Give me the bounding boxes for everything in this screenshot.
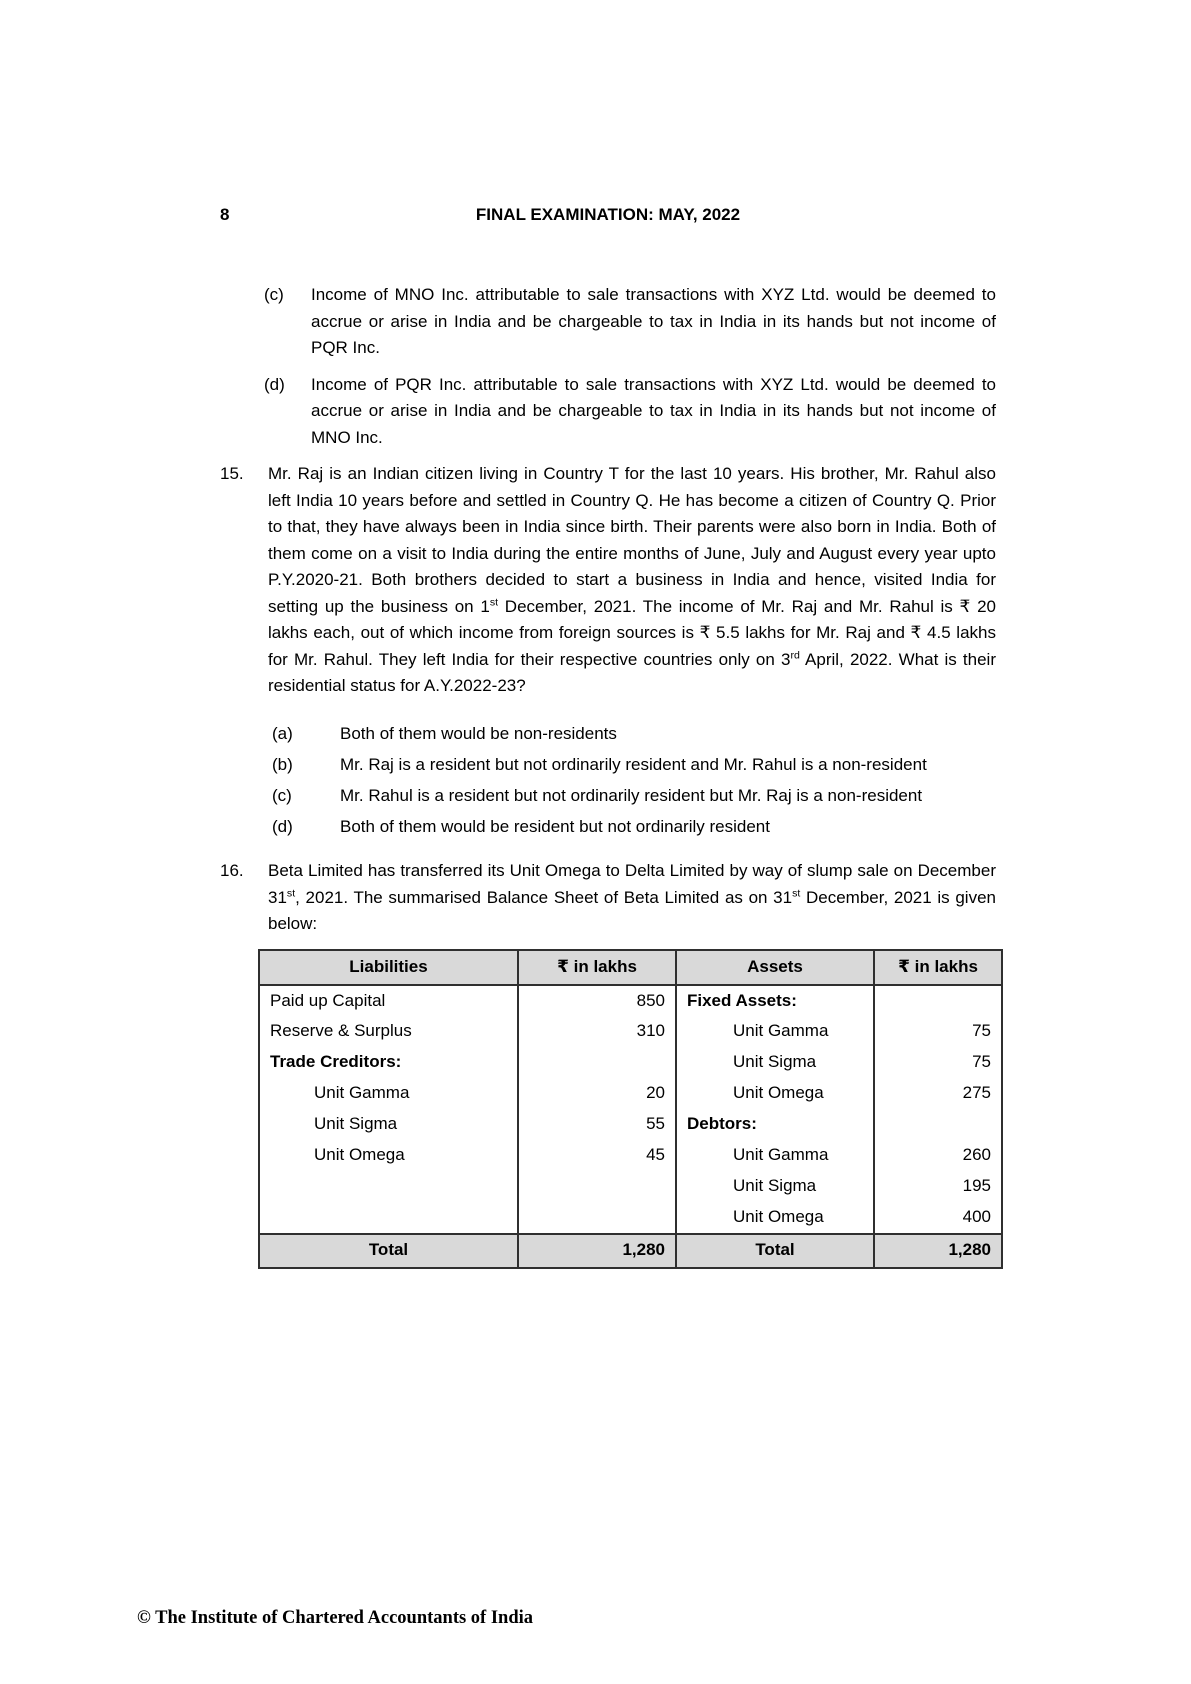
option-text: Both of them would be resident but not ordinarily resident xyxy=(340,816,770,836)
assets-amount-header: ₹ in lakhs xyxy=(874,950,1002,985)
table-row xyxy=(259,1047,1002,1078)
option-label: (c) xyxy=(272,785,292,805)
answer-option-c-block xyxy=(220,282,996,362)
asset-cell: Unit Gamma xyxy=(676,1140,874,1171)
mcq-option-d xyxy=(220,814,996,841)
asset-amount-cell: 275 xyxy=(874,1078,1002,1109)
asset-cell: Debtors: xyxy=(676,1109,874,1140)
option-label: (d) xyxy=(272,816,293,836)
option-label: (b) xyxy=(272,754,293,774)
total-label-cell: Total xyxy=(259,1234,518,1268)
asset-amount-cell: 400 xyxy=(874,1202,1002,1234)
asset-cell: Unit Omega xyxy=(676,1202,874,1234)
question-15-text: Mr. Raj is an Indian citizen living in Country T for the last 10 years. His brother, Mr. Rahul also left India 10 years before and settled in Country Q. He has become a citizen of Country Q. Prior to that, they have always been in India since birth. Their parents were also born in India. Both of them come on a visit to India during the entire months of June, July and August every year upto P.Y.2020-21. Both brothers decided to start a business in India and hence, visited India for setting up the business on 1st December, 2021. The income of Mr. Raj and Mr. Rahul is ₹ 20 lakhs each, out of which income from foreign sources is ₹ 5.5 lakhs for Mr. Raj and ₹ 4.5 lakhs for Mr. Rahul. They left India for their respective countries only on 3rd April, 2022. What is their residential status for A.Y.2022-23? xyxy=(268,464,997,695)
liability-amount-cell: 850 xyxy=(518,985,676,1017)
liability-cell: Reserve & Surplus xyxy=(259,1016,518,1047)
liabilities-header: Liabilities xyxy=(259,950,518,985)
liabilities-amount-header: ₹ in lakhs xyxy=(518,950,676,985)
question-15 xyxy=(220,461,996,700)
question-15-options xyxy=(220,721,996,841)
asset-cell: Unit Sigma xyxy=(676,1171,874,1202)
asset-cell: Fixed Assets: xyxy=(676,985,874,1017)
asset-amount-cell xyxy=(874,1109,1002,1140)
table-row xyxy=(259,985,1002,1017)
question-15-number: 15. xyxy=(220,464,244,483)
option-label: (c) xyxy=(264,285,284,304)
total-label-cell: Total xyxy=(676,1234,874,1268)
mcq-option-c xyxy=(220,783,996,810)
liability-amount-cell: 310 xyxy=(518,1016,676,1047)
copyright-footer: © The Institute of Chartered Accountants of India xyxy=(137,1608,534,1628)
asset-cell: Unit Omega xyxy=(676,1078,874,1109)
table-header-row xyxy=(259,950,1002,985)
mcq-option-a xyxy=(220,721,996,748)
liability-cell: Unit Omega xyxy=(259,1140,518,1171)
liability-cell xyxy=(259,1171,518,1202)
liability-amount-cell xyxy=(518,1202,676,1234)
liability-cell: Trade Creditors: xyxy=(259,1047,518,1078)
table-row xyxy=(259,1109,1002,1140)
answer-option-d-block xyxy=(220,372,996,452)
liability-amount-cell: 20 xyxy=(518,1078,676,1109)
balance-sheet-table xyxy=(258,949,1003,1269)
question-16 xyxy=(220,858,996,938)
asset-amount-cell: 75 xyxy=(874,1016,1002,1047)
liability-amount-cell xyxy=(518,1047,676,1078)
table-total-row xyxy=(259,1234,1002,1268)
question-16-number: 16. xyxy=(220,861,244,880)
option-text: Mr. Rahul is a resident but not ordinarily resident but Mr. Raj is a non-resident xyxy=(340,785,923,805)
option-text: Mr. Raj is a resident but not ordinarily resident and Mr. Rahul is a non-resident xyxy=(340,754,927,774)
asset-amount-cell: 75 xyxy=(874,1047,1002,1078)
asset-cell: Unit Gamma xyxy=(676,1016,874,1047)
liability-amount-cell: 45 xyxy=(518,1140,676,1171)
liability-cell: Unit Gamma xyxy=(259,1078,518,1109)
asset-cell: Unit Sigma xyxy=(676,1047,874,1078)
liability-cell: Unit Sigma xyxy=(259,1109,518,1140)
total-amount-cell: 1,280 xyxy=(518,1234,676,1268)
table-row xyxy=(259,1140,1002,1171)
option-text: Both of them would be non-residents xyxy=(340,723,617,743)
asset-amount-cell: 195 xyxy=(874,1171,1002,1202)
liability-cell xyxy=(259,1202,518,1234)
page-header xyxy=(220,202,996,229)
mcq-option-b xyxy=(220,752,996,779)
content-area xyxy=(220,282,996,1269)
liability-amount-cell xyxy=(518,1171,676,1202)
page-number: 8 xyxy=(220,205,230,224)
page-title: FINAL EXAMINATION: MAY, 2022 xyxy=(475,205,741,224)
assets-header: Assets xyxy=(676,950,874,985)
total-amount-cell: 1,280 xyxy=(874,1234,1002,1268)
table-row xyxy=(259,1202,1002,1234)
option-text: Income of MNO Inc. attributable to sale transactions with XYZ Ltd. would be deemed to accrue or arise in India and be chargeable to tax in India in its hands but not income of PQR Inc. xyxy=(311,285,996,357)
table-row xyxy=(259,1016,1002,1047)
liability-cell: Paid up Capital xyxy=(259,985,518,1017)
table-row xyxy=(259,1078,1002,1109)
liability-amount-cell: 55 xyxy=(518,1109,676,1140)
table-row xyxy=(259,1171,1002,1202)
asset-amount-cell: 260 xyxy=(874,1140,1002,1171)
option-label: (d) xyxy=(264,374,285,394)
option-text: Income of PQR Inc. attributable to sale transactions with XYZ Ltd. would be deemed to accrue or arise in India and be chargeable to tax in India in its hands but not income of MNO Inc. xyxy=(311,374,996,447)
asset-amount-cell xyxy=(874,985,1002,1017)
question-16-text: Beta Limited has transferred its Unit Omega to Delta Limited by way of slump sale on December 31st, 2021. The summarised Balance Sheet of Beta Limited as on 31st December, 2021 is given below: xyxy=(268,861,996,933)
option-label: (a) xyxy=(272,723,293,743)
